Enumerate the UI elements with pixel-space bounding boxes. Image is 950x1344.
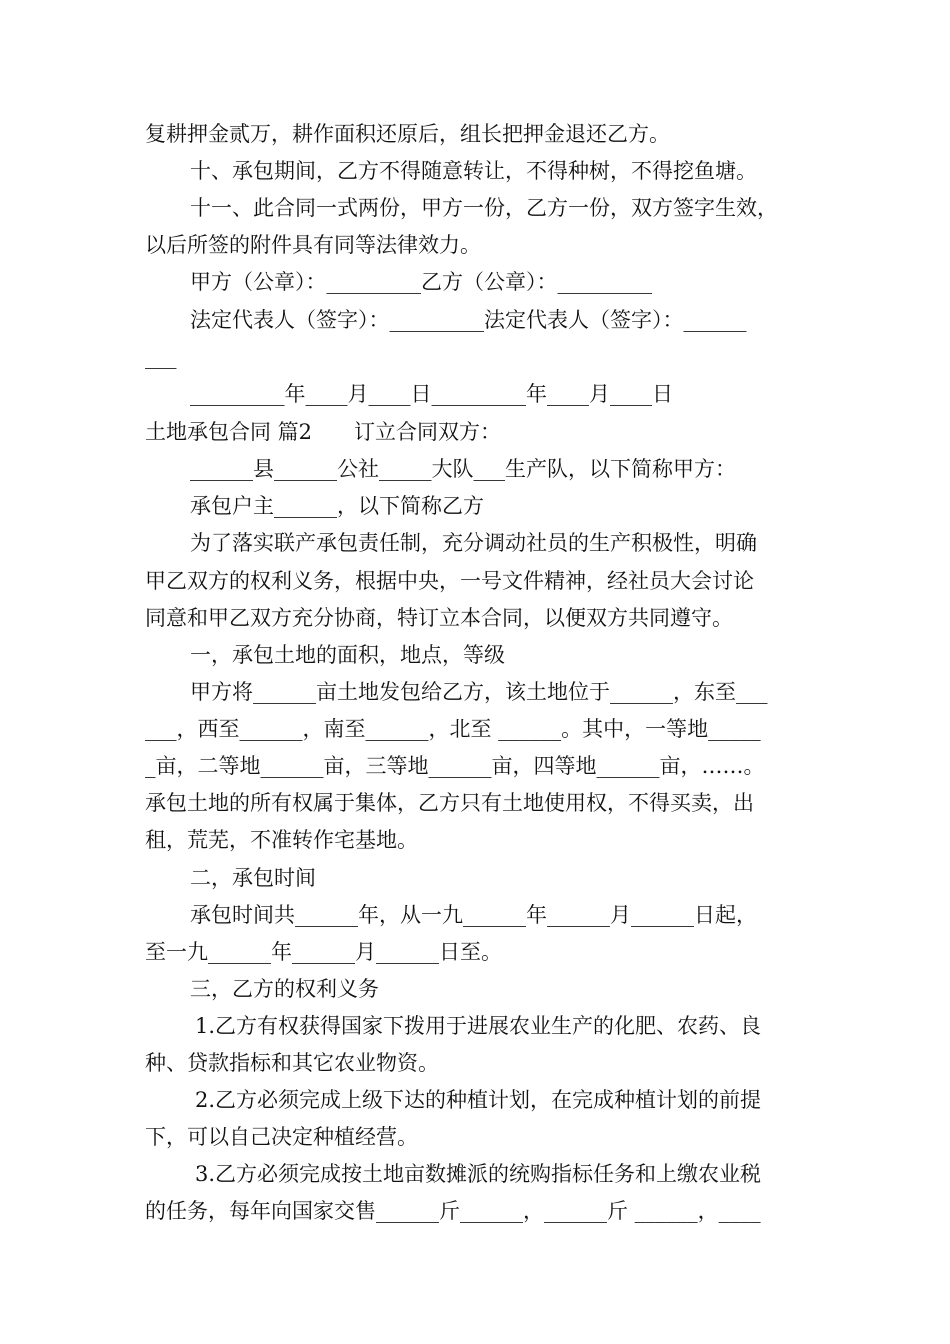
heading-3: 三，乙方的权利义务 <box>190 977 379 1001</box>
heading-2: 二，承包时间 <box>190 866 316 890</box>
text-line: ___ <box>145 345 177 369</box>
text-line: 租，荒芜，不准转作宅基地。 <box>145 828 418 852</box>
text-line: 承包时间共______年，从一九______年______月______日起， <box>190 903 757 927</box>
text-line: 甲乙双方的权利义务，根据中央，一号文件精神，经社员大会讨论 <box>145 569 754 593</box>
text-line: ___，西至______，南至______，北至 ______。其中，一等地_____ <box>145 717 761 741</box>
item-1: 1.乙方有权获得国家下拨用于进展农业生产的化肥、农药、良 <box>195 1014 762 1038</box>
preamble: 为了落实联产承包责任制，充分调动社员的生产积极性，明确 <box>190 531 757 555</box>
text-line: 的任务，每年向国家交售______斤______，______斤 ______，____ <box>145 1199 761 1223</box>
signature-rep-line: 法定代表人（签字）：_________法定代表人（签字）：______ <box>190 308 747 332</box>
text-line: _亩，二等地______亩，三等地______亩，四等地______亩，……。 <box>145 754 765 778</box>
signature-seal-line: 甲方（公章）：_________乙方（公章）：_________ <box>190 270 652 294</box>
section-title: 土地承包合同 篇2 订立合同双方： <box>145 420 502 444</box>
party-b-line: 承包户主______，以下简称乙方 <box>190 494 484 518</box>
text-line: 至一九______年______月______日至。 <box>145 940 502 964</box>
text-line: 复耕押金贰万，耕作面积还原后，组长把押金退还乙方。 <box>145 122 670 146</box>
text-line: 下，可以自己决定种植经营。 <box>145 1125 418 1149</box>
clause-10: 十、承包期间，乙方不得随意转让，不得种树，不得挖鱼塘。 <box>190 159 757 183</box>
text-line: 甲方将______亩土地发包给乙方，该土地位于______，东至___ <box>190 680 768 704</box>
item-2: 2.乙方必须完成上级下达的种植计划，在完成种植计划的前提 <box>195 1088 762 1112</box>
text-line: 种、贷款指标和其它农业物资。 <box>145 1051 439 1075</box>
heading-1: 一，承包土地的面积，地点，等级 <box>190 643 505 667</box>
text-line: 承包土地的所有权属于集体，乙方只有土地使用权，不得买卖，出 <box>145 791 754 815</box>
text-line: 以后所签的附件具有同等法律效力。 <box>145 233 481 257</box>
text-line: 同意和甲乙双方充分协商，特订立本合同，以便双方共同遵守。 <box>145 606 733 630</box>
item-3: 3.乙方必须完成按土地亩数摊派的统购指标任务和上缴农业税 <box>195 1162 762 1186</box>
party-a-line: ______县______公社_____大队___生产队，以下简称甲方： <box>190 457 736 481</box>
date-line: _________年____月____日_________年____月____日 <box>190 382 673 406</box>
clause-11: 十一、此合同一式两份，甲方一份，乙方一份，双方签字生效， <box>190 196 778 220</box>
